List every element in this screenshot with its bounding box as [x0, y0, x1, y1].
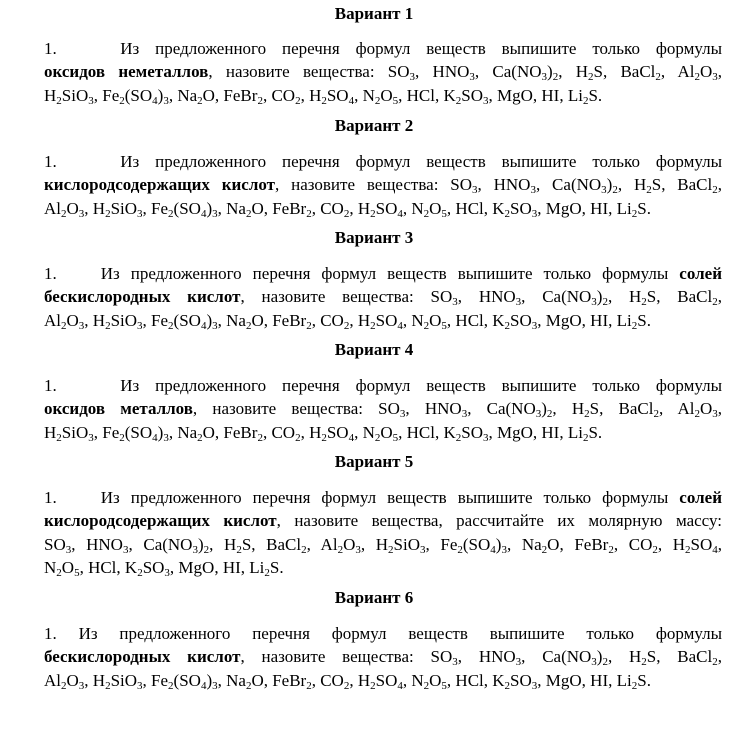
- variant-3-heading: Вариант 3: [334, 228, 414, 247]
- variant-3-task: [44, 262, 722, 332]
- task-line: 1. Из предложенного перечня формул веществ выпишите только формулы солей: [44, 264, 722, 283]
- variant-1-heading: Вариант 1: [334, 4, 414, 23]
- variant-2-task: [44, 150, 722, 220]
- task-line: бескислородных кислот, назовите вещества: $SO_3$, $HNO_3$, $Ca(NO_3)_2$, $H_2S$, BaCl$_2$,: [44, 647, 722, 669]
- task-line: 1. Из предложенного перечня формул веществ выпишите только формулы: [44, 39, 722, 58]
- task-line: $H_2SiO_3$, $Fe_2(SO_4)_3$, $Na_2O$, FeBr$_2$, $CO_2$, $H_2SO_4$, $N_2O_5$, HCl, $K_2SO_3$, MgO, HI, $Li_2S$.: [44, 422, 603, 444]
- task-line: 1. Из предложенного перечня формул веществ выпишите только формулы солей: [44, 488, 722, 507]
- task-line: $Al_2O_3$, $H_2SiO_3$, $Fe_2(SO_4)_3$, $Na_2O$, FeBr$_2$, $CO_2$, $H_2SO_4$, $N_2O_5$, HCl, $K_2SO_3$, MgO, HI, $Li_2S$.: [44, 198, 651, 220]
- variant-6-heading: Вариант 6: [334, 588, 414, 607]
- variant-5-heading: Вариант 5: [334, 452, 414, 471]
- variant-1-task: [44, 37, 722, 107]
- task-line: $SO_3$, $HNO_3$, $Ca(NO_3)_2$, $H_2S$, BaCl$_2$, $Al_2O_3$, $H_2SiO_3$, $Fe_2(SO_4)_3$, $Na_2O$, FeBr$_2$, $CO_2$, $H_2SO_4$,: [44, 534, 723, 556]
- task-line: $H_2SiO_3$, $Fe_2(SO_4)_3$, $Na_2O$, FeBr$_2$, $CO_2$, $H_2SO_4$, $N_2O_5$, HCl, $K_2SO_3$, MgO, HI, $Li_2S$.: [44, 85, 603, 107]
- variant-4-heading: Вариант 4: [334, 340, 414, 359]
- task-line: $Al_2O_3$, $H_2SiO_3$, $Fe_2(SO_4)_3$, $Na_2O$, FeBr$_2$, $CO_2$, $H_2SO_4$, $N_2O_5$, HCl, $K_2SO_3$, MgO, HI, $Li_2S$.: [44, 670, 651, 692]
- variant-5-task: [44, 486, 722, 579]
- task-line: 1. Из предложенного перечня формул веществ выпишите только формулы: [44, 376, 722, 395]
- task-line: кислородсодержащих кислот, назовите вещества: $SO_3$, $HNO_3$, $Ca(NO_3)_2$, $H_2S$, BaCl$_2$,: [44, 175, 722, 197]
- task-line: $Al_2O_3$, $H_2SiO_3$, $Fe_2(SO_4)_3$, $Na_2O$, FeBr$_2$, $CO_2$, $H_2SO_4$, $N_2O_5$, HCl, $K_2SO_3$, MgO, HI, $Li_2S$.: [44, 310, 651, 332]
- task-line: $N_2O_5$, HCl, $K_2SO_3$, MgO, HI, $Li_2S$.: [44, 557, 284, 579]
- task-line: 1. Из предложенного перечня формул веществ выпишите только формулы: [44, 624, 722, 643]
- task-line: бескислородных кислот, назовите вещества: $SO_3$, $HNO_3$, $Ca(NO_3)_2$, $H_2S$, BaCl$_2$,: [44, 287, 722, 309]
- variant-4-task: [44, 374, 722, 444]
- task-line: 1. Из предложенного перечня формул веществ выпишите только формулы: [44, 152, 722, 171]
- task-line: кислородсодержащих кислот, назовите вещества, рассчитайте их молярную массу:: [44, 511, 722, 531]
- variant-2-heading: Вариант 2: [334, 116, 414, 135]
- task-line: оксидов металлов, назовите вещества: $SO_3$, $HNO_3$, $Ca(NO_3)_2$, $H_2S$, BaCl$_2$, $Al_2O_3$,: [44, 399, 722, 421]
- variant-6-task: [44, 622, 722, 692]
- task-line: оксидов неметаллов, назовите вещества: $SO_3$, $HNO_3$, $Ca(NO_3)_2$, $H_2S$, BaCl$_2$, $Al_2O_3$,: [44, 62, 723, 84]
